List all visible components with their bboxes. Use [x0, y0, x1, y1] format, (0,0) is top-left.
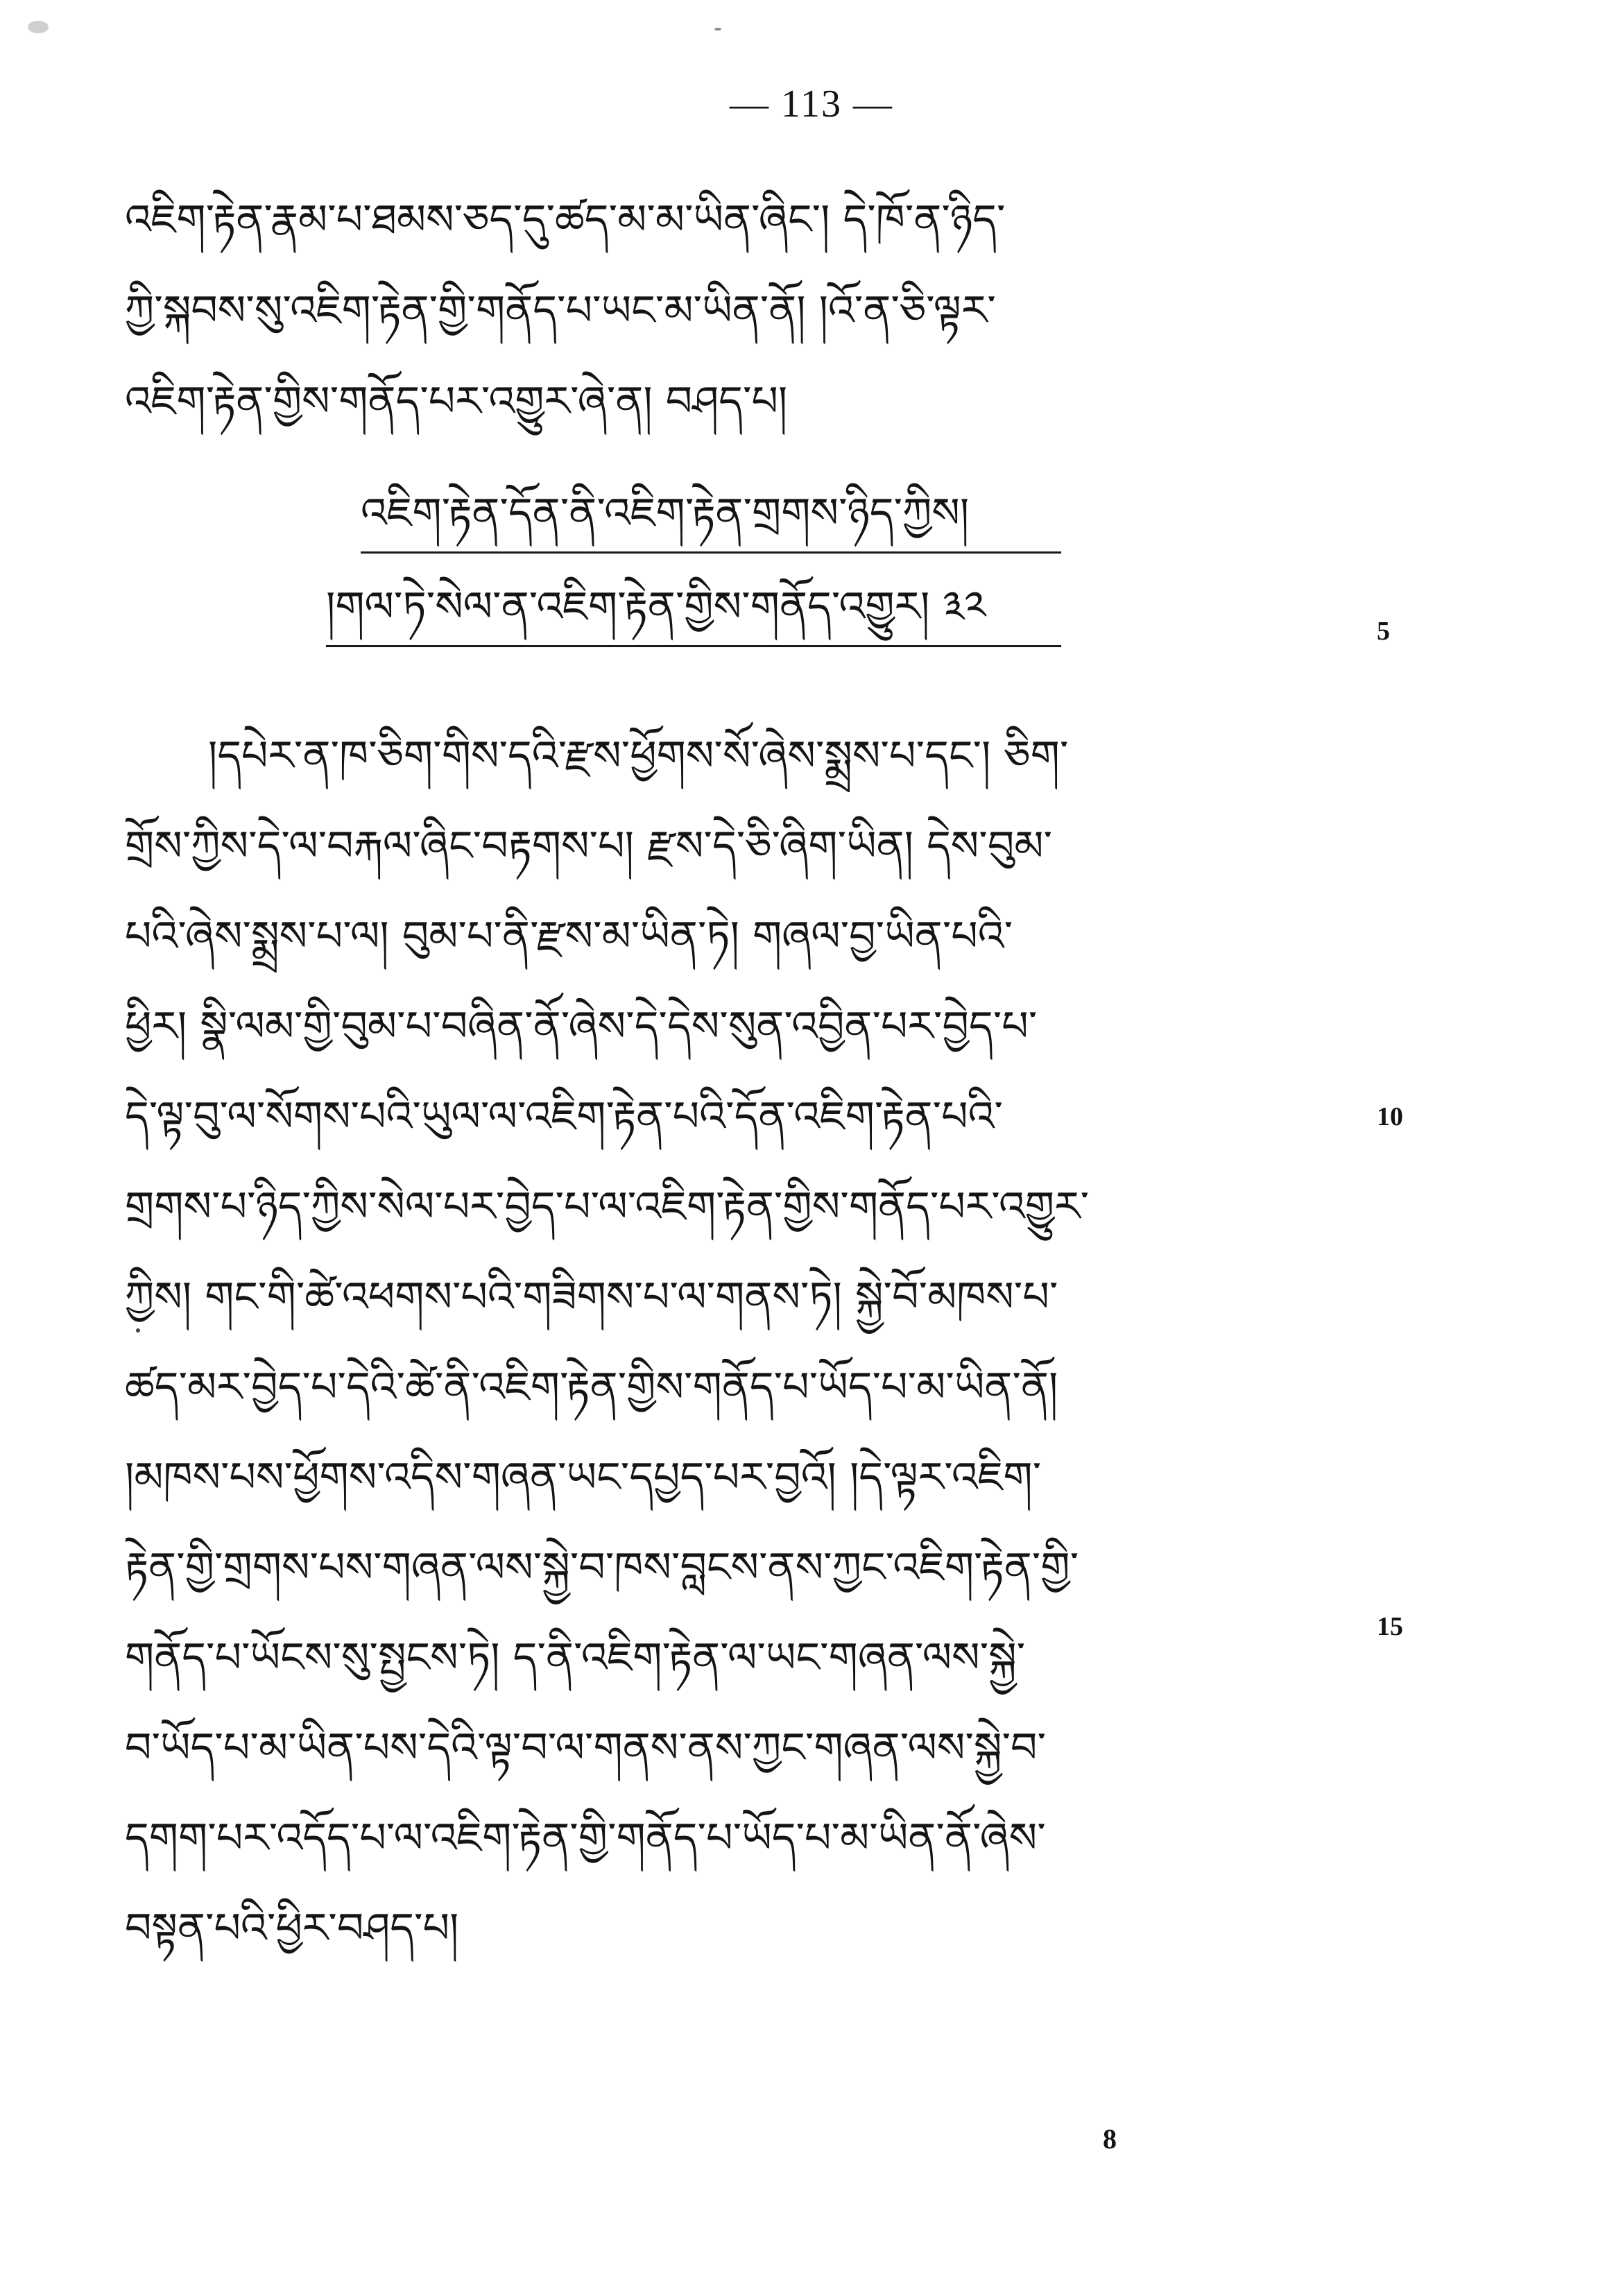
text-line: བསྟན་པའི་ཕྱིར་བཤད་པ། [125, 1904, 459, 1953]
text-line: དེ་ལྟ་བུ་ལ་སོགས་པའི་ཡུལ་ལ་འཇིག་རྟེན་པའི་དོན་འཇིག་རྟེན་པའི་ [125, 1093, 1003, 1141]
text-line: རྟེན་གྱི་གྲགས་པས་གཞན་ལས་སྐྱེ་བ་ཁས་བླངས་ནས་ཀྱང་འཇིག་རྟེན་གྱི་ [125, 1543, 1079, 1592]
text-line: དགག་པར་འདོད་པ་ལ་འཇིག་རྟེན་གྱི་གནོད་པ་ཡོད་པ་མ་ཡིན་ནོ་ཞེས་ [125, 1814, 1046, 1862]
signature-mark: 8 [1103, 2123, 1117, 2154]
verse-line: འཇིག་རྟེན་དོན་ནི་འཇིག་རྟེན་གྲགས་ཉིད་ཀྱིས། [361, 475, 1061, 554]
scan-speck [28, 21, 49, 33]
verse-line: །གལ་ཏེ་སེལ་ན་འཇིག་རྟེན་གྱིས་གནོད་འགྱུར། ༣༢ [326, 569, 1061, 647]
text-line: བ་ཡོད་པ་མ་ཡིན་པས་དེའི་ལྟ་བ་ལ་གནས་ནས་ཀྱང་གཞན་ལས་སྐྱེ་བ་ [125, 1724, 1047, 1772]
text-line: འཇིག་རྟེན་གྱིས་གནོད་པར་འགྱུར་ཞེ་ན། བཤད་པ། [125, 377, 788, 426]
text-line: གྲོས་ཀྱིས་དེ་ལ་བརྐལ་ཞིང་བརྟགས་པ། རྫས་དེ་ཅི་ཞིག་ཡིན། དེས་བུམ་ [125, 822, 1053, 871]
text-line: ཀྱིས། གང་གི་ཚེ་འཕགས་པའི་གཟིགས་པ་ལ་གནས་ཏེ། སྐྱེ་བོ་མཁས་པ་ [125, 1273, 1058, 1321]
text-line: ཚད་མར་བྱེད་པ་དེའི་ཚེ་ནི་འཇིག་རྟེན་གྱིས་གནོད་པ་ཡོད་པ་མ་ཡིན་ནོ། [125, 1363, 1058, 1412]
text-line: འཇིག་རྟེན་རྣམ་པ་ཐམས་ཅད་དུ་ཚད་མ་མ་ཡིན་ཞིང་། དེ་ཁོ་ན་ཉིད་ [125, 196, 1006, 244]
margin-line-number: 15 [1377, 1612, 1403, 1641]
text-line: གྲགས་པ་ཉིད་ཀྱིས་སེལ་པར་བྱེད་པ་ལ་འཇིག་རྟེན་གྱིས་གནོད་པར་འགྱུར་ [125, 1183, 1090, 1231]
margin-line-number: 5 [1377, 617, 1390, 646]
text-line: །དཔེར་ན་ཁ་ཅིག་གིས་དའི་རྫས་ཕྱོགས་སོ་ཞེས་སྨྲས་པ་དང་། ཅིག་ [208, 732, 1069, 780]
page-number: — 113 — [730, 83, 893, 126]
text-line: ཀྱི་སྐབས་སུ་འཇིག་རྟེན་གྱི་གནོད་པ་ཡང་མ་ཡིན་ནོ། །འོ་ན་ཅི་ལྟར་ [125, 286, 996, 335]
text-line: གནོད་པ་ཡོངས་སུ་སྤྱངས་ཏེ། ད་ནི་འཇིག་རྟེན་ལ་ཡང་གཞན་ལས་སྐྱེ་ [125, 1634, 1026, 1682]
text-line: །མཁས་པས་ཕྱོགས་འདིས་གཞན་ཡང་དཔྱད་པར་བྱའོ། །དེ་ལྟར་འཇིག་ [125, 1453, 1042, 1502]
margin-line-number: 10 [1377, 1102, 1403, 1131]
scan-speck [136, 1328, 140, 1333]
text-line: ཕྱིར། སྣི་ལམ་གྱི་བུམ་པ་བཞིན་ནོ་ཞེས་དེ་དེས་སུན་འབྱིན་པར་བྱེད་པ་ [125, 1002, 1038, 1051]
text-line: པའི་ཞེས་སྨྲས་པ་ལ། བུམ་པ་ནི་རྫས་མ་ཡིན་ཏེ། གཞལ་བྱ་ཡིན་པའི་ [125, 912, 1013, 961]
scan-speck [714, 28, 721, 31]
